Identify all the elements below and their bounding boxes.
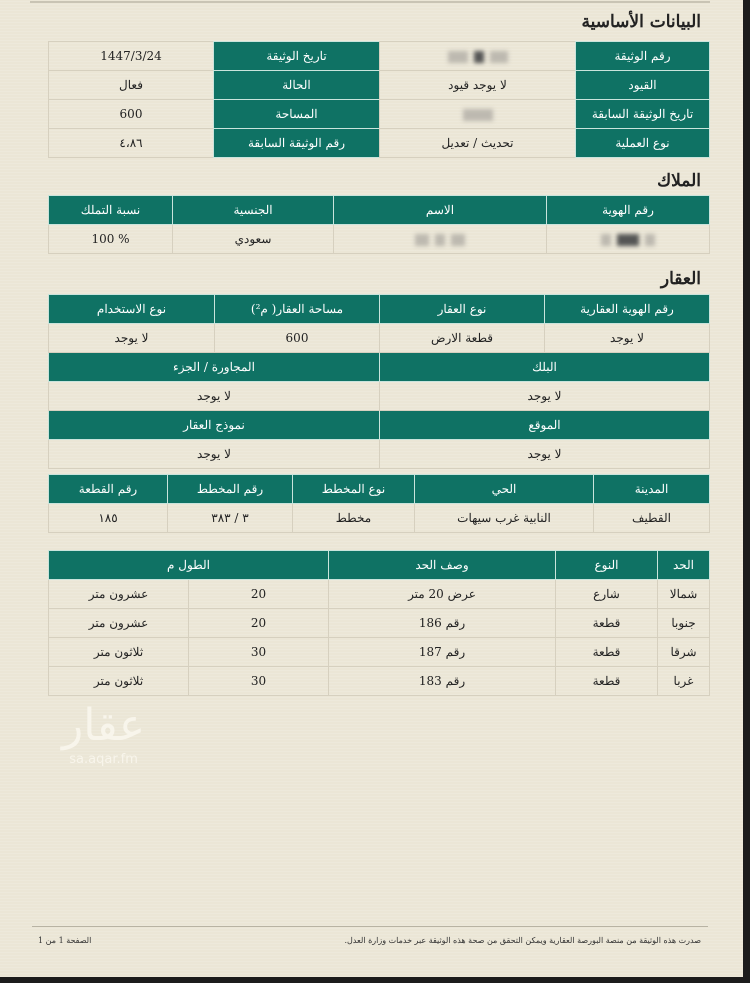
header-property-type: نوع العقار — [380, 295, 545, 324]
header-block: البلك — [380, 353, 710, 382]
property-table — [48, 294, 710, 469]
table-header-row — [49, 475, 710, 504]
table-row — [49, 129, 710, 158]
table-row — [49, 667, 710, 696]
header-boundary-type: النوع — [556, 551, 658, 580]
header-share: نسبة التملك — [49, 196, 173, 225]
page-number: الصفحة 1 من 1 — [38, 936, 92, 945]
value-prev-doc-date — [380, 100, 576, 129]
table-row — [49, 324, 710, 353]
owner-nationality: سعودي — [173, 225, 334, 254]
table-header-row — [49, 196, 710, 225]
header-city: المدينة — [594, 475, 710, 504]
side: جنوبا — [658, 609, 710, 638]
value-doc-date: 1447/3/24 — [49, 42, 214, 71]
label-prev-doc-date: تاريخ الوثيقة السابقة — [576, 100, 710, 129]
table-row — [49, 638, 710, 667]
basic-info-title: البيانات الأساسية — [581, 12, 701, 32]
length-text: عشرون متر — [49, 580, 189, 609]
table-row — [49, 42, 710, 71]
table-header-row — [49, 411, 710, 440]
header-name: الاسم — [334, 196, 547, 225]
top-divider — [30, 1, 710, 3]
length-number: 30 — [189, 638, 329, 667]
header-length: الطول م — [49, 551, 329, 580]
length-text: ثلاثون متر — [49, 638, 189, 667]
table-row — [49, 580, 710, 609]
boundary-type: شارع — [556, 580, 658, 609]
location-value: لا يوجد — [380, 440, 710, 469]
property-area: 600 — [215, 324, 380, 353]
neighbor-value: لا يوجد — [49, 382, 380, 411]
property-type: قطعة الارض — [380, 324, 545, 353]
usage-type: لا يوجد — [49, 324, 215, 353]
owner-share: 100 % — [49, 225, 173, 254]
header-location: الموقع — [380, 411, 710, 440]
header-side: الحد — [658, 551, 710, 580]
owner-id — [547, 225, 710, 254]
property-id: لا يوجد — [545, 324, 710, 353]
boundary-type: قطعة — [556, 609, 658, 638]
boundary-desc: رقم 187 — [329, 638, 556, 667]
owners-title: الملاك — [657, 171, 701, 191]
header-neighbor: المجاورة / الجزء — [49, 353, 380, 382]
block-value: لا يوجد — [380, 382, 710, 411]
owners-table — [48, 195, 710, 254]
header-plan-number: رقم المخطط — [168, 475, 293, 504]
label-restrictions: القيود — [576, 71, 710, 100]
header-usage-type: نوع الاستخدام — [49, 295, 215, 324]
property-title: العقار — [660, 269, 701, 289]
plan-type: مخطط — [293, 504, 415, 533]
aqar-watermark — [62, 700, 145, 767]
value-restrictions: لا يوجد قيود — [380, 71, 576, 100]
side: شمالا — [658, 580, 710, 609]
table-header-row — [49, 353, 710, 382]
model-value: لا يوجد — [49, 440, 380, 469]
length-number: 20 — [189, 580, 329, 609]
header-property-area: مساحة العقار( م²) — [215, 295, 380, 324]
header-boundary-desc: وصف الحد — [329, 551, 556, 580]
header-nationality: الجنسية — [173, 196, 334, 225]
owner-name — [334, 225, 547, 254]
footer-note: صدرت هذه الوثيقة من منصة البورصة العقارية ويمكن التحقق من صحة هذه الوثيقة عبر خدمات وزارة العدل. — [344, 936, 701, 945]
length-number: 20 — [189, 609, 329, 638]
label-area: المساحة — [214, 100, 380, 129]
label-operation-type: نوع العملية — [576, 129, 710, 158]
aqar-logo: عقار — [62, 700, 146, 751]
side: شرقا — [658, 638, 710, 667]
header-district: الحي — [415, 475, 594, 504]
length-number: 30 — [189, 667, 329, 696]
header-property-id: رقم الهوية العقارية — [545, 295, 710, 324]
label-status: الحالة — [214, 71, 380, 100]
length-text: ثلاثون متر — [49, 667, 189, 696]
boundaries-table — [48, 550, 710, 696]
table-row — [49, 504, 710, 533]
aqar-url: sa.aqar.fm — [69, 752, 138, 767]
table-row — [49, 382, 710, 411]
table-row — [49, 71, 710, 100]
boundary-desc: عرض 20 متر — [329, 580, 556, 609]
plan-number: ٣ / ٣٨٣ — [168, 504, 293, 533]
boundary-type: قطعة — [556, 667, 658, 696]
boundary-type: قطعة — [556, 638, 658, 667]
value-status: فعال — [49, 71, 214, 100]
table-row — [49, 440, 710, 469]
table-row — [49, 100, 710, 129]
plot-number: ١٨٥ — [49, 504, 168, 533]
district: النابية غرب سيهات — [415, 504, 594, 533]
header-id: رقم الهوية — [547, 196, 710, 225]
header-plan-type: نوع المخطط — [293, 475, 415, 504]
length-text: عشرون متر — [49, 609, 189, 638]
value-doc-number — [380, 42, 576, 71]
footer-divider — [32, 926, 708, 927]
label-doc-number: رقم الوثيقة — [576, 42, 710, 71]
location-table — [48, 474, 710, 533]
table-row — [49, 225, 710, 254]
header-model: نموذج العقار — [49, 411, 380, 440]
basic-info-table — [48, 41, 710, 158]
header-plot-number: رقم القطعة — [49, 475, 168, 504]
label-doc-date: تاريخ الوثيقة — [214, 42, 380, 71]
label-prev-doc-number: رقم الوثيقة السابقة — [214, 129, 380, 158]
boundary-desc: رقم 186 — [329, 609, 556, 638]
city: القطيف — [594, 504, 710, 533]
value-prev-doc-number: ٤،٨٦ — [49, 129, 214, 158]
table-header-row — [49, 551, 710, 580]
value-area: 600 — [49, 100, 214, 129]
table-header-row — [49, 295, 710, 324]
value-operation-type: تحديث / تعديل — [380, 129, 576, 158]
side: غربا — [658, 667, 710, 696]
boundary-desc: رقم 183 — [329, 667, 556, 696]
table-row — [49, 609, 710, 638]
